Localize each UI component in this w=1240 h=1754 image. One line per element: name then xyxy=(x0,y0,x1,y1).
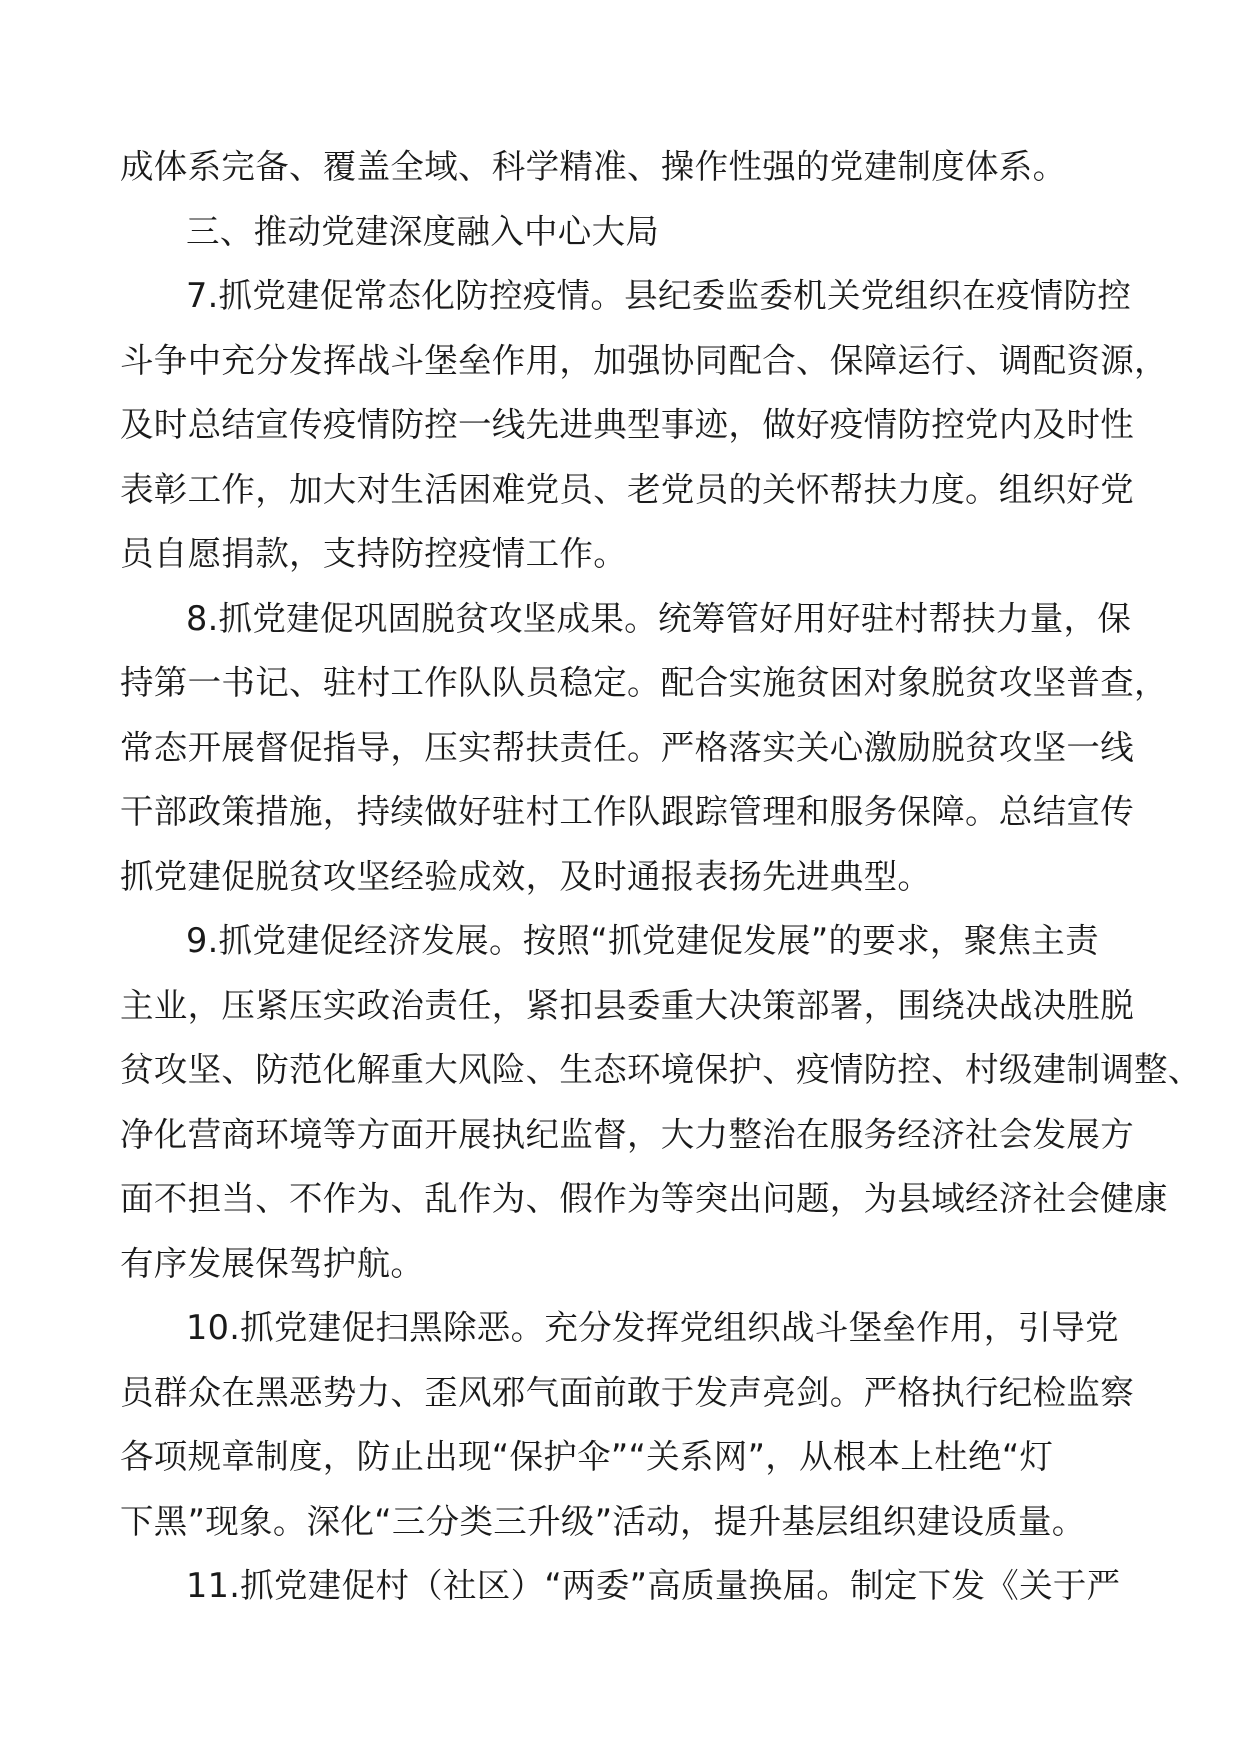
text-line: 及时总结宣传疫情防控一线先进典型事迹，做好疫情防控党内及时性 xyxy=(120,405,1134,444)
text-line: 员自愿捐款，支持防控疫情工作。 xyxy=(120,534,627,573)
text-line: 斗争中充分发挥战斗堡垒作用，加强协同配合、保障运行、调配资源， xyxy=(120,340,1168,380)
text-line: 干部政策措施，持续做好驻村工作队跟踪管理和服务保障。总结宣传 xyxy=(120,792,1134,831)
text-line: 成体系完备、覆盖全域、科学精准、操作性强的党建制度体系。 xyxy=(120,147,1067,186)
text-line: 10.抓党建促扫黑除恶。充分发挥党组织战斗堡垒作用，引导党 xyxy=(186,1308,1119,1347)
text-line: 员群众在黑恶势力、歪风邪气面前敢于发声亮剑。严格执行纪检监察 xyxy=(120,1372,1134,1412)
text-line: 主业，压紧压实政治责任，紧扣县委重大决策部署，围绕决战决胜脱 xyxy=(120,985,1134,1025)
text-line: 抓党建促脱贫攻坚经验成效，及时通报表扬先进典型。 xyxy=(120,856,932,896)
text-line: 净化营商环境等方面开展执纪监督，大力整治在服务经济社会发展方 xyxy=(120,1114,1134,1154)
text-line: 7.抓党建促常态化防控疫情。县纪委监委机关党组织在疫情防控 xyxy=(186,276,1132,315)
text-line: 持第一书记、驻村工作队队员稳定。配合实施贫困对象脱贫攻坚普查， xyxy=(120,663,1168,702)
text-line: 面不担当、不作为、乱作为、假作为等突出问题，为县域经济社会健康 xyxy=(120,1179,1168,1218)
text-line: 表彰工作，加大对生活困难党员、老党员的关怀帮扶力度。组织好党 xyxy=(120,469,1134,509)
text-line: 8.抓党建促巩固脱贫攻坚成果。统筹管好用好驻村帮扶力量，保 xyxy=(186,598,1132,638)
text-line: 9.抓党建促经济发展。按照“抓党建促发展”的要求，聚焦主责 xyxy=(186,921,1099,960)
text-line: 11.抓党建促村（社区）“两委”高质量换届。制定下发《关于严 xyxy=(186,1566,1121,1605)
document-page xyxy=(120,135,1202,1619)
section-heading: 三、推动党建深度融入中心大局 xyxy=(186,211,660,251)
text-line: 常态开展督促指导，压实帮扶责任。严格落实关心激励脱贫攻坚一线 xyxy=(120,727,1134,767)
text-line: 有序发展保驾护航。 xyxy=(120,1243,425,1283)
text-line: 下黑”现象。深化“三分类三升级”活动，提升基层组织建设质量。 xyxy=(120,1501,1086,1541)
text-line: 各项规章制度，防止出现“保护伞”“关系网”，从根本上杜绝“灯 xyxy=(120,1437,1054,1476)
text-line: 贫攻坚、防范化解重大风险、生态环境保护、疫情防控、村级建制调整、 xyxy=(120,1050,1202,1089)
